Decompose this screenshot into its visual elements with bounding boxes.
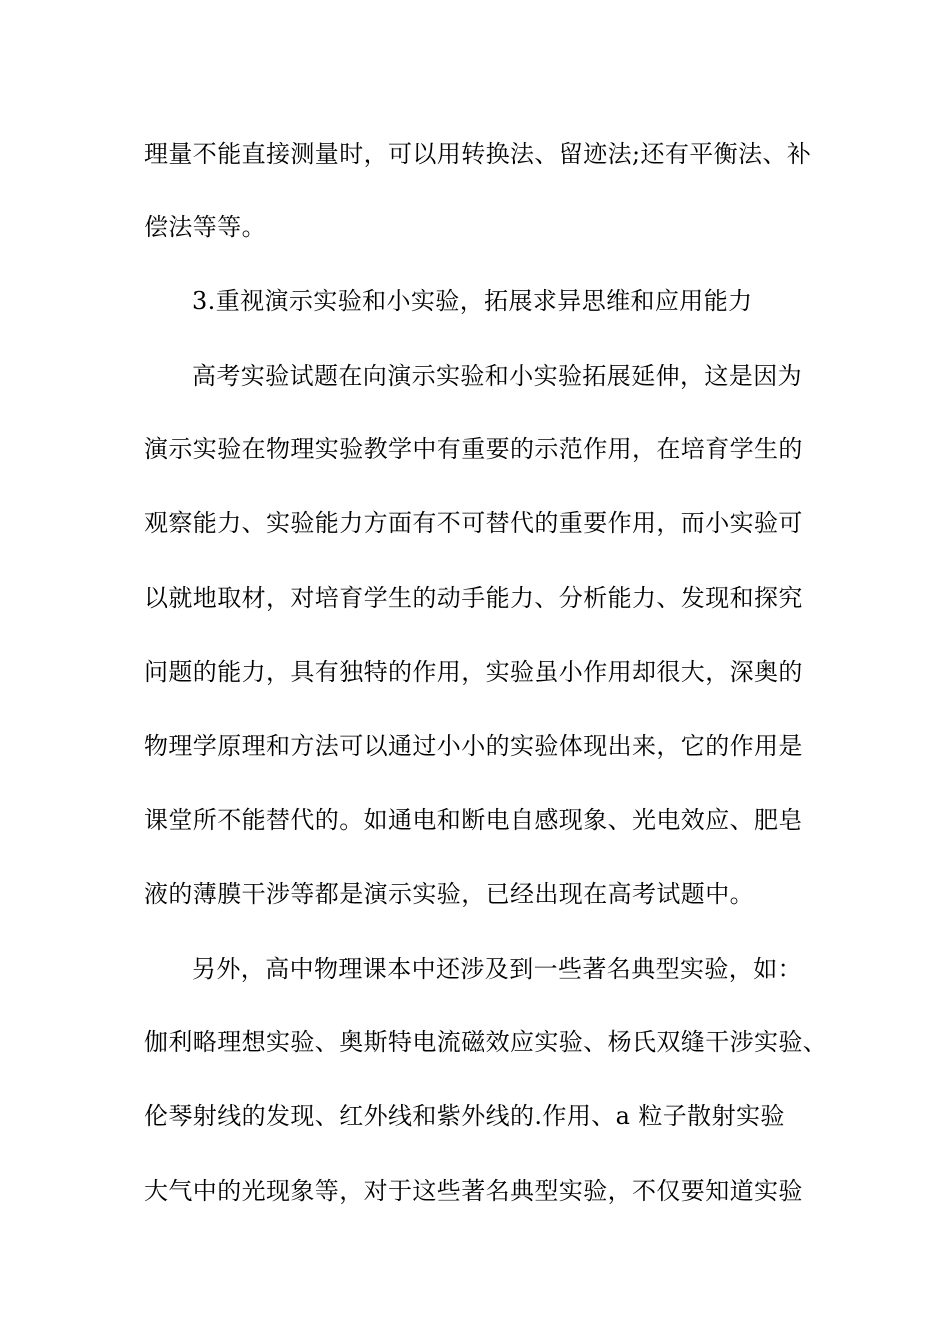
text-line-6: 观察能力、实验能力方面有不可替代的重要作用，而小实验可 — [144, 509, 803, 537]
text-line-4: 高考实验试题在向演示实验和小实验拓展延伸，这是因为 — [192, 362, 802, 390]
text-line-15: 大气中的光现象等，对于这些著名典型实验，不仅要知道实验 — [144, 1177, 803, 1205]
text-line-11: 液的薄膜干涉等都是演示实验，已经出现在高考试题中。 — [144, 880, 754, 908]
text-line-10: 课堂所不能替代的。如通电和断电自感现象、光电效应、肥皂 — [144, 806, 803, 834]
text-line-14: 伦琴射线的发现、红外线和紫外线的.作用、a 粒子散射实验 — [144, 1102, 785, 1130]
text-line-1: 理量不能直接测量时，可以用转换法、留迹法;还有平衡法、补 — [144, 140, 812, 168]
text-line-2: 偿法等等。 — [144, 213, 266, 241]
text-line-7: 以就地取材，对培育学生的动手能力、分析能力、发现和探究 — [144, 584, 803, 612]
section-heading: 3.重视演示实验和小实验，拓展求异思维和应用能力 — [192, 287, 753, 315]
text-line-8: 问题的能力，具有独特的作用，实验虽小作用却很大，深奥的 — [144, 658, 803, 686]
text-line-5: 演示实验在物理实验教学中有重要的示范作用，在培育学生的 — [144, 435, 803, 463]
text-line-9: 物理学原理和方法可以通过小小的实验体现出来，它的作用是 — [144, 732, 803, 760]
text-line-12: 另外，高中物理课本中还涉及到一些著名典型实验，如： — [192, 955, 802, 983]
text-line-13: 伽利略理想实验、奥斯特电流磁效应实验、杨氏双缝干涉实验、 — [144, 1028, 828, 1056]
